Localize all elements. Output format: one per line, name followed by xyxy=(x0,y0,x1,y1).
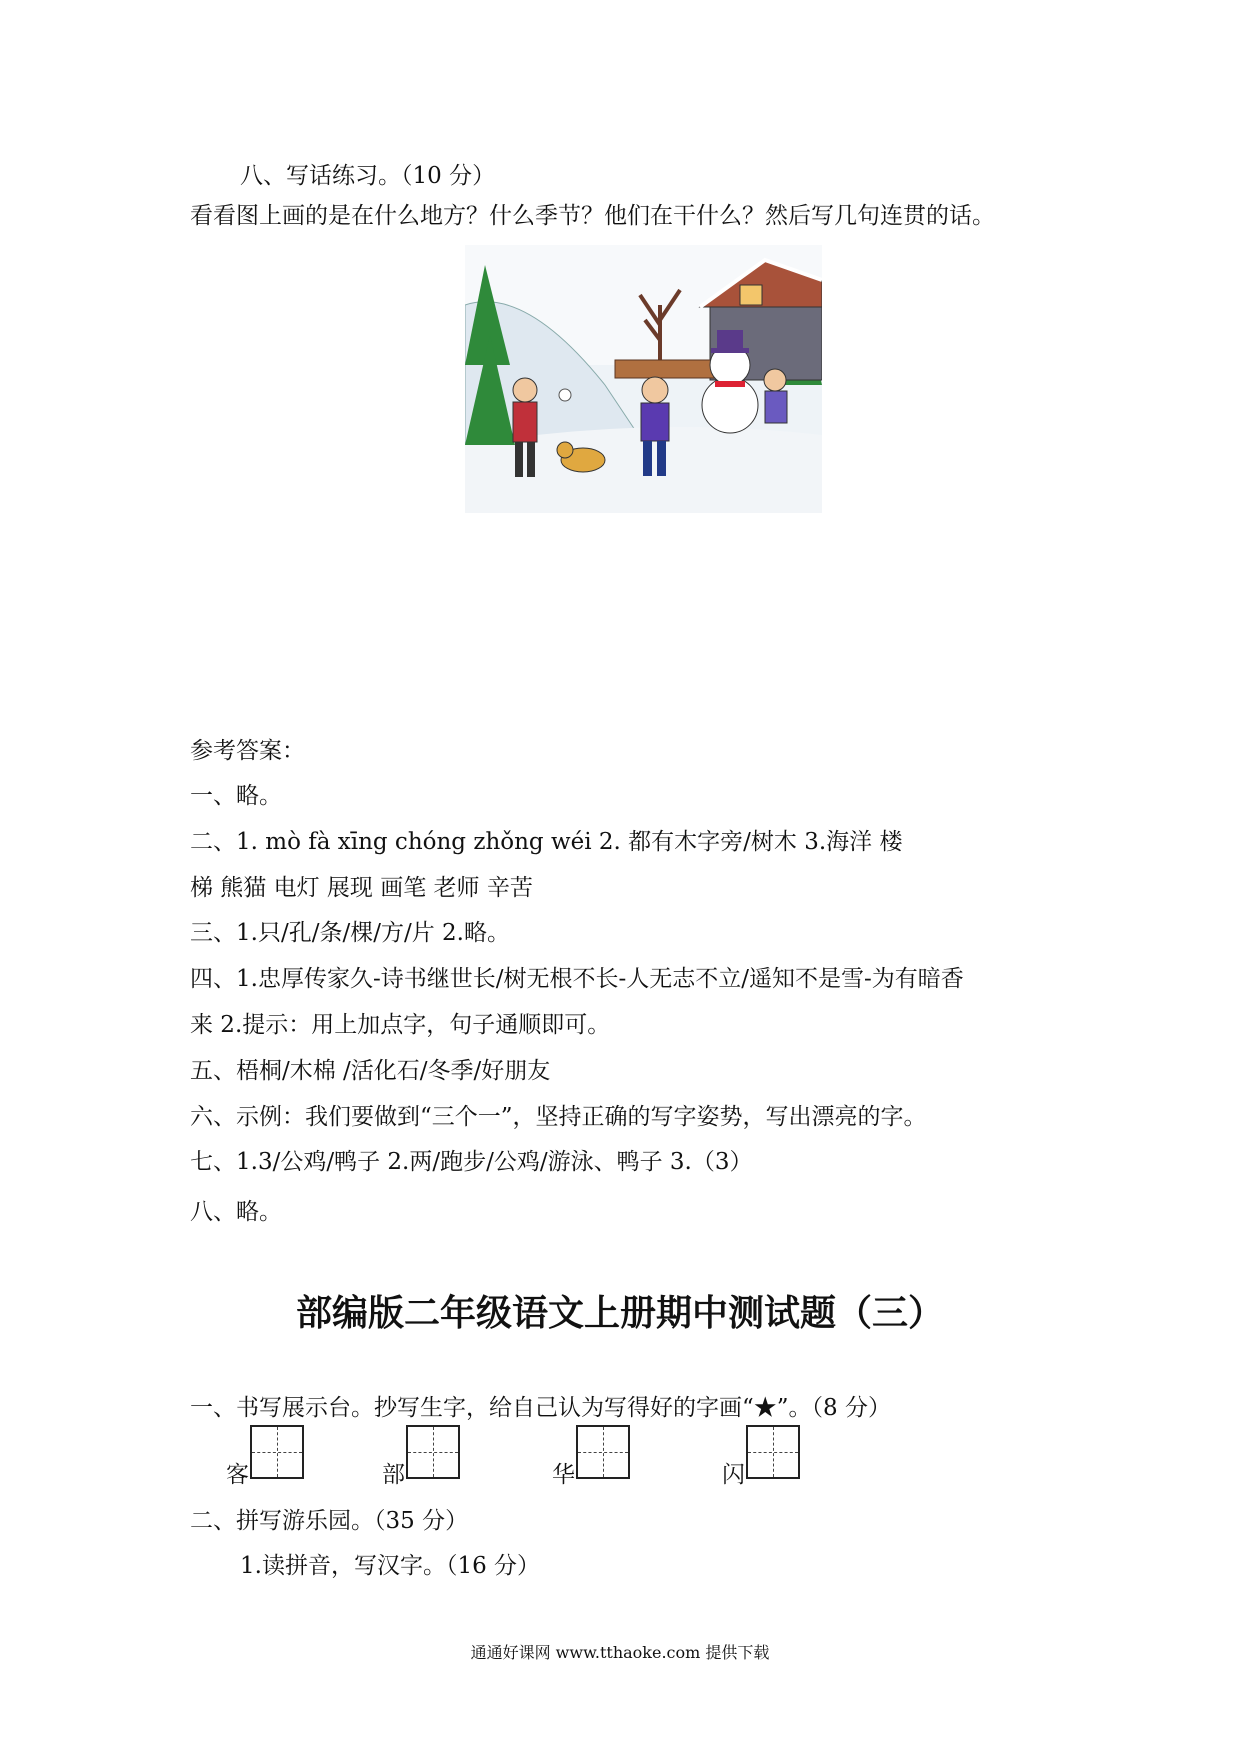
copy-char: 客 xyxy=(226,1462,249,1488)
answer-line: 五、梧桐/木棉 /活化石/冬季/好朋友 xyxy=(190,1058,551,1084)
q2-heading: 二、拼写游乐园。（35 分） xyxy=(190,1508,469,1534)
answer-line: 一、略。 xyxy=(190,783,282,809)
q1-heading: 一、书写展示台。抄写生字，给自己认为写得好的字画“★”。（8 分） xyxy=(190,1395,891,1421)
answers-label: 参考答案： xyxy=(190,738,305,764)
copy-char: 闪 xyxy=(722,1462,745,1488)
section8-prompt: 看看图上画的是在什么地方？什么季节？他们在干什么？然后写几句连贯的话。 xyxy=(190,203,995,229)
copy-char: 华 xyxy=(552,1462,575,1488)
answer-line: 来 2.提示：用上加点字，句子通顺即可。 xyxy=(190,1012,611,1038)
writing-grid-box[interactable] xyxy=(250,1425,304,1479)
answer-line: 二、1. mò fà xīng chóng zhǒng wéi 2. 都有木字旁/树木 3.海洋 楼 xyxy=(190,829,903,855)
footer: 通通好课网 www.tthaoke.com 提供下载 xyxy=(470,1643,770,1662)
answer-line: 七、1.3/公鸡/鸭子 2.两/跑步/公鸡/游泳、鸭子 3.（3） xyxy=(190,1149,753,1175)
test-title: 部编版二年级语文上册期中测试题（三） xyxy=(295,1293,944,1334)
writing-grid-box[interactable] xyxy=(406,1425,460,1479)
q2-sub1: 1.读拼音，写汉字。（16 分） xyxy=(240,1553,541,1579)
answer-line: 四、1.忠厚传家久-诗书继世长/树无根不长-人无志不立/遥知不是雪-为有暗香 xyxy=(190,966,964,992)
writing-grid-box[interactable] xyxy=(576,1425,630,1479)
copy-char: 部 xyxy=(382,1462,405,1488)
answer-line: 八、略。 xyxy=(190,1199,282,1225)
winter-snow-play-illustration-icon xyxy=(465,245,822,513)
answer-line: 六、示例：我们要做到“三个一”，坚持正确的写字姿势，写出漂亮的字。 xyxy=(190,1104,927,1130)
writing-grid-box[interactable] xyxy=(746,1425,800,1479)
section8-heading: 八、写话练习。（10 分） xyxy=(240,163,496,189)
answer-line: 三、1.只/孔/条/棵/方/片 2.略。 xyxy=(190,920,510,946)
answer-line: 梯 熊猫 电灯 展现 画笔 老师 辛苦 xyxy=(190,875,533,901)
